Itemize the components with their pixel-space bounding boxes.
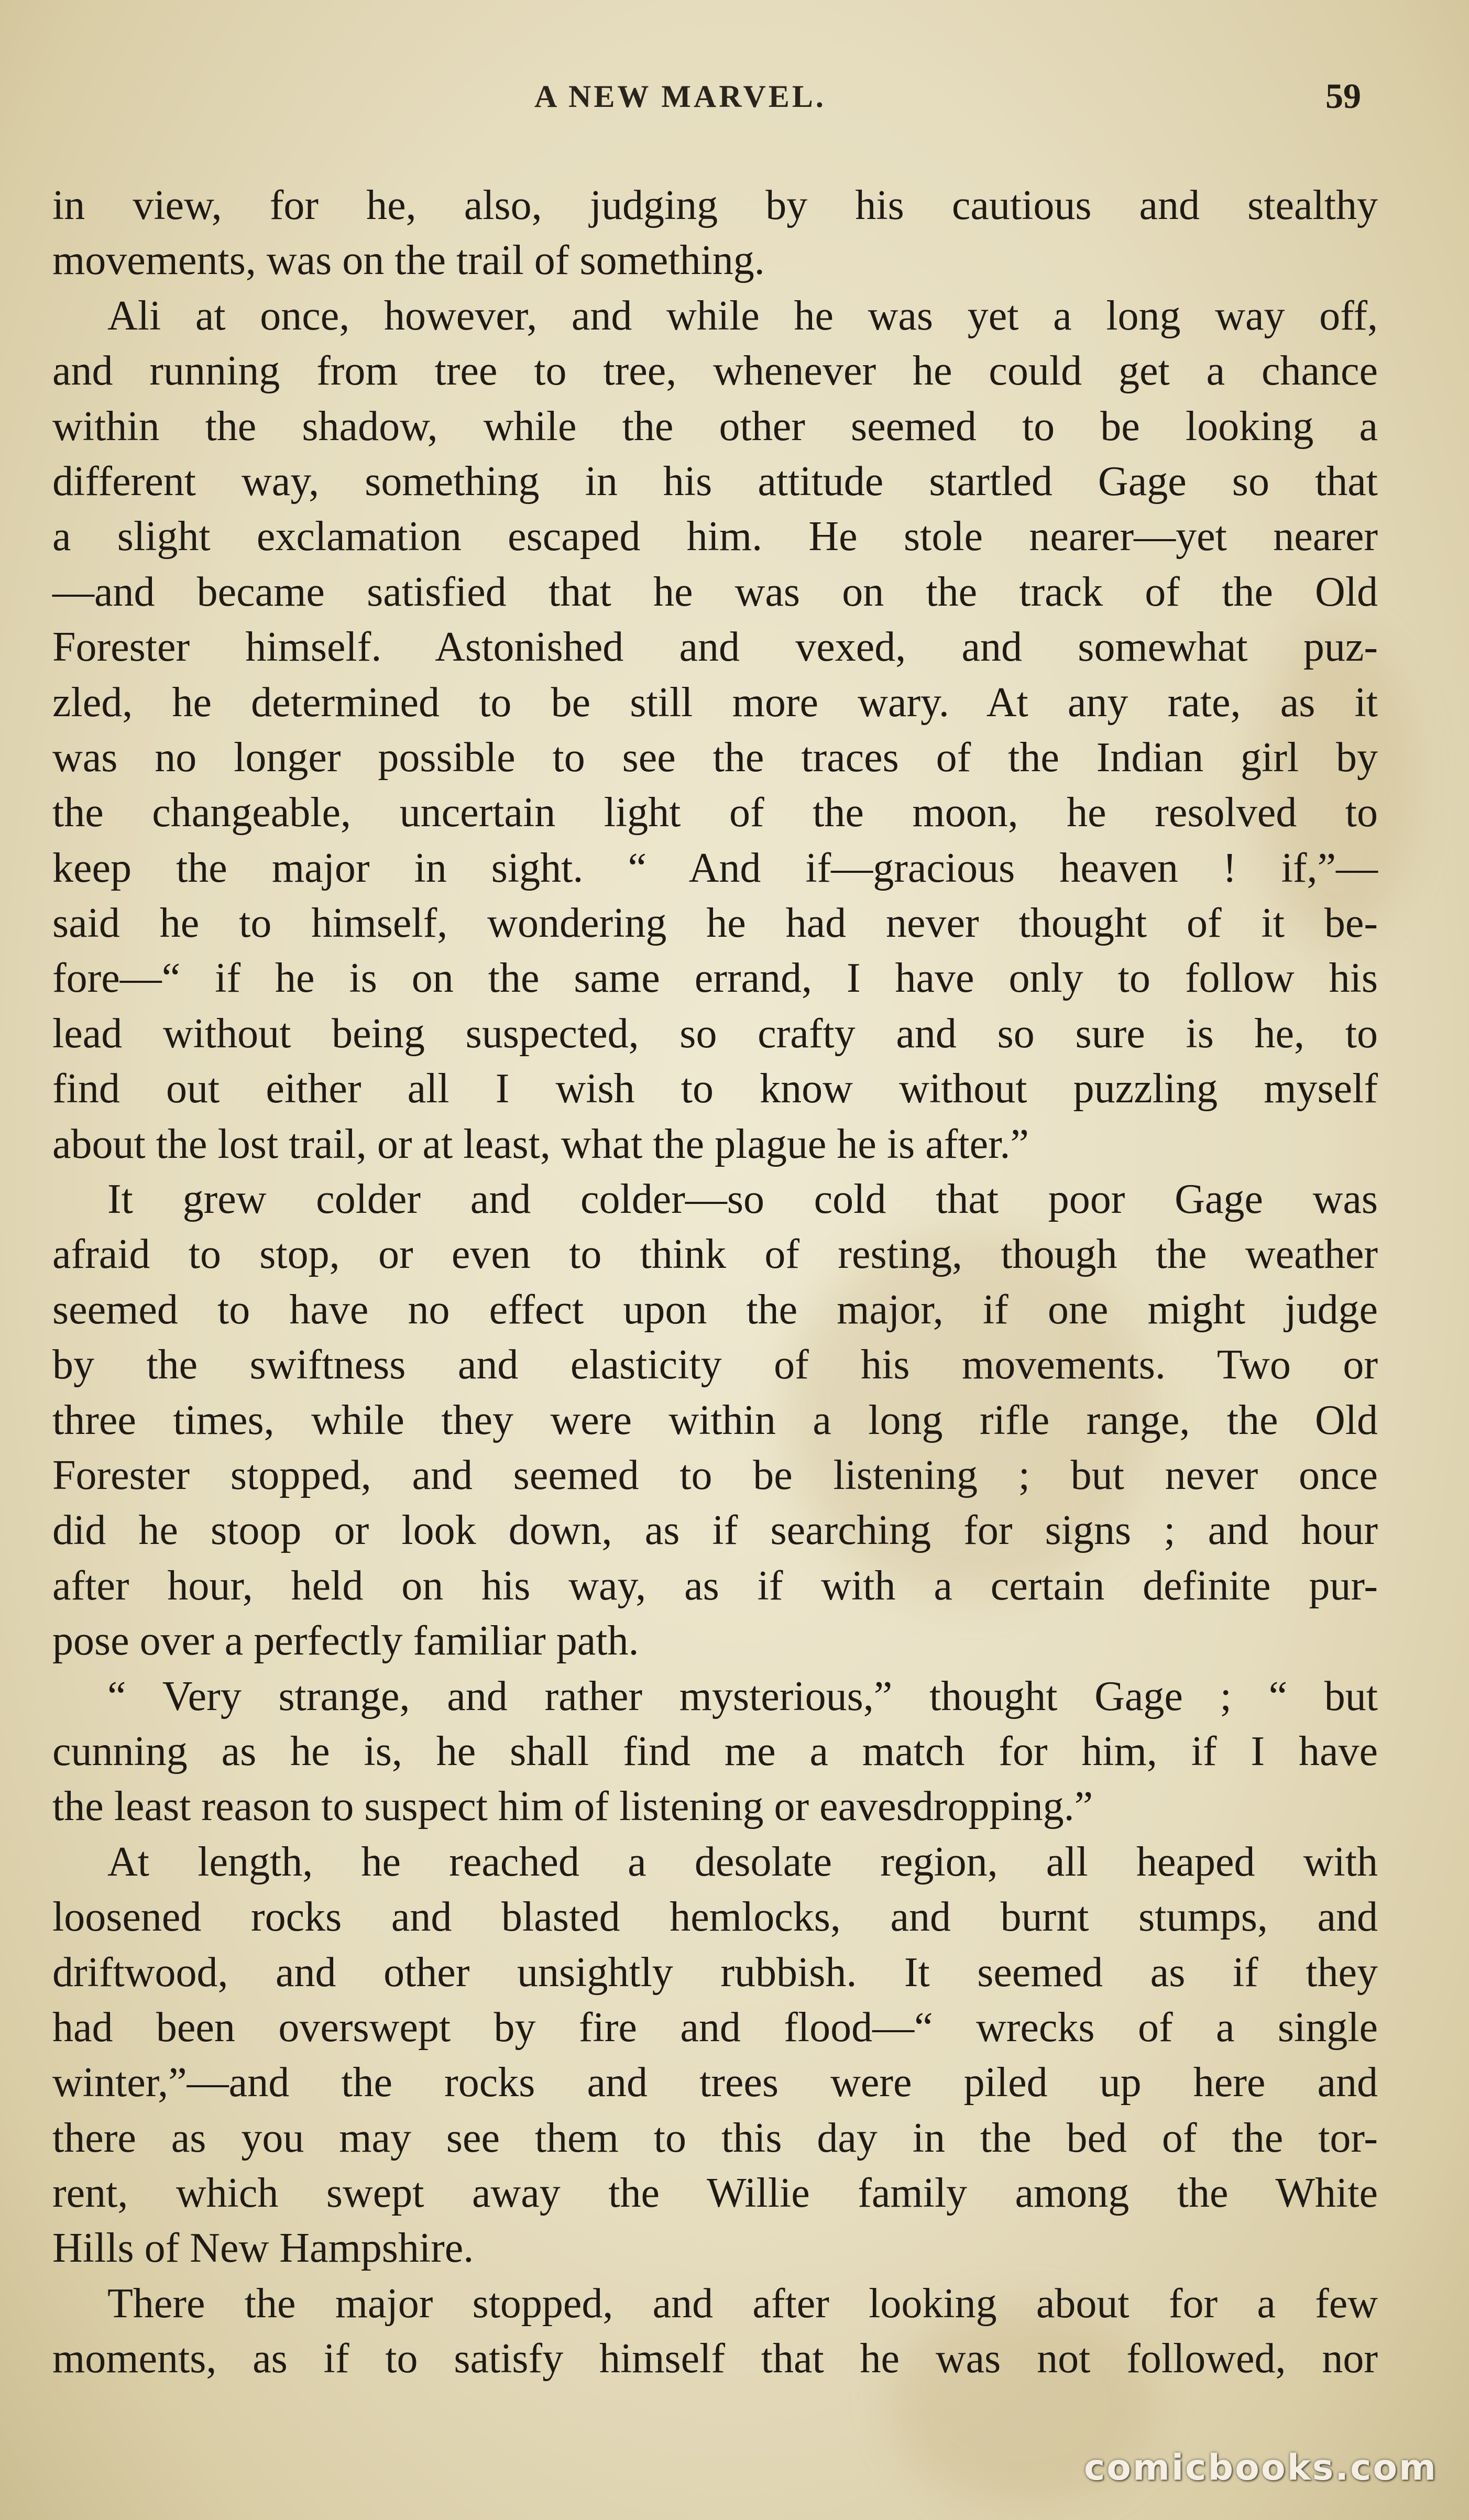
chapter-title: A NEW MARVEL.	[534, 79, 826, 114]
text-line: lead without being suspected, so crafty and so sure is he, to	[52, 1010, 1378, 1057]
text-line: It grew colder and colder—so cold that poor Gage was	[107, 1176, 1378, 1223]
text-line: within the shadow, while the other seemed to be looking a	[52, 403, 1378, 450]
text-line: moments, as if to satisfy himself that he was not followed, nor	[52, 2336, 1378, 2382]
text-line: movements, was on the trail of something.	[52, 237, 765, 284]
text-line: Ali at once, however, and while he was yet a long way off,	[107, 292, 1378, 339]
page-number: 59	[1325, 76, 1361, 116]
text-line: seemed to have no effect upon the major, if one might judge	[52, 1286, 1378, 1333]
text-line: said he to himself, wondering he had never thought of it be-	[52, 900, 1378, 947]
text-line: there as you may see them to this day in the bed of the tor-	[52, 2114, 1378, 2161]
text-line: There the major stopped, and after looking about for a few	[107, 2280, 1378, 2327]
text-line: “ Very strange, and rather mysterious,” thought Gage ; “ but	[107, 1673, 1378, 1719]
text-line: keep the major in sight. “ And if—gracious heaven ! if,”—	[52, 845, 1378, 891]
text-line: afraid to stop, or even to think of resting, though the weather	[52, 1231, 1378, 1278]
text-line: At length, he reached a desolate region, all heaped with	[107, 1838, 1378, 1885]
text-line: zled, he determined to be still more wary. At any rate, as it	[52, 679, 1378, 726]
text-line: winter,”—and the rocks and trees were piled up here and	[52, 2059, 1378, 2106]
text-line: rent, which swept away the Willie family among the White	[52, 2170, 1378, 2217]
text-line: the changeable, uncertain light of the moon, he resolved to	[52, 790, 1378, 836]
text-line: did he stoop or look down, as if searching for signs ; and hour	[52, 1507, 1378, 1554]
text-line: find out either all I wish to know without puzzling myself	[52, 1066, 1378, 1112]
watermark-logo: comicbooks.com	[1083, 2447, 1438, 2489]
text-line: driftwood, and other unsightly rubbish. It seemed as if they	[52, 1949, 1378, 1996]
text-line: by the swiftness and elasticity of his movements. Two or	[52, 1342, 1378, 1388]
text-line: loosened rocks and blasted hemlocks, and burnt stumps, and	[52, 1894, 1378, 1941]
text-line: cunning as he is, he shall find me a match for him, if I have	[52, 1728, 1378, 1774]
text-line: Forester himself. Astonished and vexed, and somewhat puz-	[52, 624, 1378, 671]
text-line: after hour, held on his way, as if with a certain definite pur-	[52, 1562, 1378, 1609]
text-line: and running from tree to tree, whenever he could get a chance	[52, 348, 1378, 395]
running-head	[0, 76, 1469, 126]
text-line: fore—“ if he is on the same errand, I have only to follow his	[52, 955, 1378, 1002]
text-line: different way, something in his attitude startled Gage so that	[52, 458, 1378, 505]
text-line: the least reason to suspect him of listening or eavesdropping.”	[52, 1783, 1093, 1830]
text-line: about the lost trail, or at least, what the plague he is after.”	[52, 1121, 1029, 1167]
text-line: was no longer possible to see the traces of the Indian girl by	[52, 734, 1378, 781]
text-line: —and became satisfied that he was on the track of the Old	[52, 568, 1378, 615]
text-line: Forester stopped, and seemed to be listening ; but never once	[52, 1452, 1378, 1498]
text-line: Hills of New Hampshire.	[52, 2225, 474, 2272]
text-line: three times, while they were within a long rifle range, the Old	[52, 1397, 1378, 1443]
text-line: in view, for he, also, judging by his cautious and stealthy	[52, 182, 1378, 228]
text-line: had been overswept by fire and flood—“ wrecks of a single	[52, 2004, 1378, 2051]
text-line: a slight exclamation escaped him. He stole nearer—yet nearer	[52, 513, 1378, 560]
body-text	[52, 178, 1378, 2387]
text-line: pose over a perfectly familiar path.	[52, 1618, 639, 1664]
